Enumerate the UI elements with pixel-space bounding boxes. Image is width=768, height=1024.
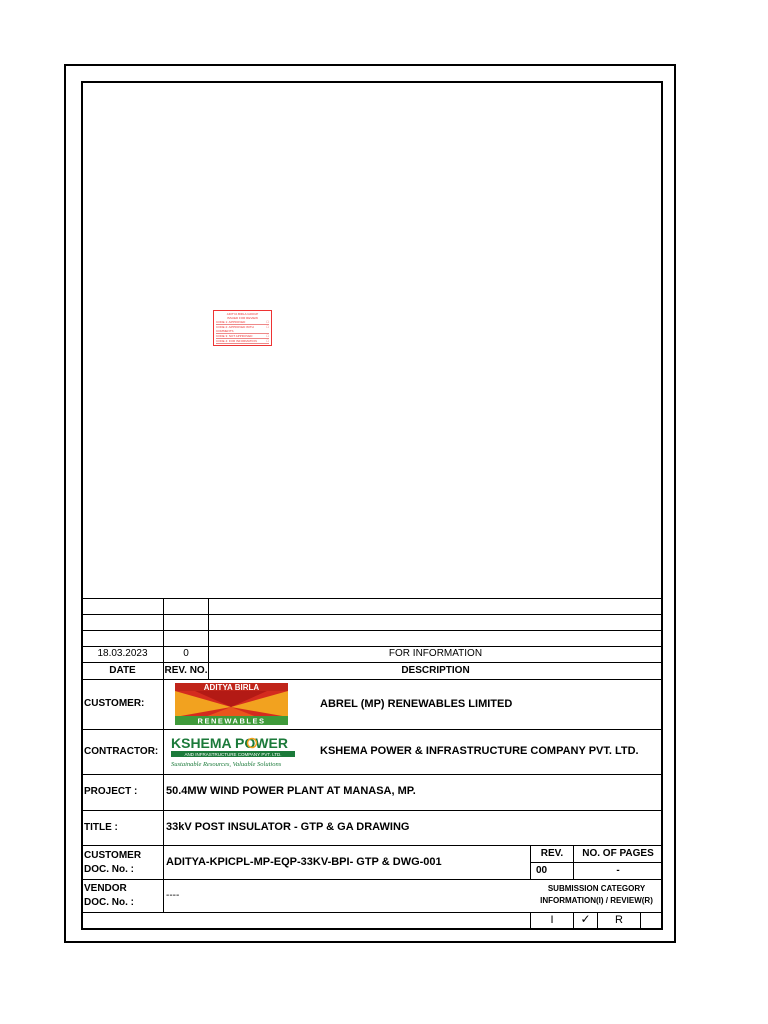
vendor-doc-label: VENDOR bbox=[84, 883, 127, 894]
logo-bottom-text: RENEWABLES bbox=[197, 716, 266, 725]
title-value: 33kV POST INSULATOR - GTP & GA DRAWING bbox=[166, 821, 410, 833]
stamp-row: CODE 2: APPROVED WITH COMMENTS ☐ bbox=[216, 325, 269, 333]
review-stamp bbox=[213, 310, 272, 346]
title-label: TITLE : bbox=[84, 822, 118, 833]
pages-label: NO. OF PAGES bbox=[582, 848, 654, 859]
contractor-name: KSHEMA POWER & INFRASTRUCTURE COMPANY PVT. LTD. bbox=[320, 745, 639, 757]
customer-name: ABREL (MP) RENEWABLES LIMITED bbox=[320, 698, 513, 710]
aditya-birla-renewables-logo bbox=[175, 683, 288, 725]
revision-number: 0 bbox=[183, 648, 189, 659]
project-label: PROJECT : bbox=[84, 786, 138, 797]
submission-category-label: SUBMISSION CATEGORY bbox=[547, 884, 646, 893]
revision-date: 18.03.2023 bbox=[97, 648, 148, 659]
rev-label: REV. bbox=[540, 848, 564, 859]
logo-bar-text: AND INFRASTRUCTURE COMPANY PVT. LTD. bbox=[184, 752, 282, 757]
submission-category-options: INFORMATION(I) / REVIEW(R) bbox=[540, 896, 653, 905]
customer-doc-label-2: DOC. No. : bbox=[84, 864, 134, 875]
vendor-doc-number: ---- bbox=[166, 890, 180, 901]
project-value: 50.4MW WIND POWER PLANT AT MANASA, MP. bbox=[166, 785, 416, 797]
logo-top-text: ADITYA BIRLA bbox=[203, 683, 260, 692]
contractor-label: CONTRACTOR: bbox=[84, 746, 159, 757]
stamp-footer: REVIEWED BY bbox=[232, 344, 253, 346]
stamp-row: CODE 1: APPROVED ☐ bbox=[216, 320, 269, 324]
logo-company-text: KSHEMA POWER bbox=[171, 735, 288, 751]
stamp-heading: ISSUED FOR REVIEW bbox=[226, 316, 258, 320]
drawing-frame bbox=[81, 81, 663, 930]
logo-tagline-text: Sustainable Resources, Valuable Solutions bbox=[171, 761, 282, 768]
customer-label: CUSTOMER: bbox=[84, 698, 145, 709]
description-header: DESCRIPTION bbox=[401, 665, 470, 676]
vendor-doc-label-2: DOC. No. : bbox=[84, 897, 134, 908]
check-icon: ✓ bbox=[580, 912, 591, 926]
revision-description: FOR INFORMATION bbox=[388, 648, 483, 659]
stamp-row: CODE 3: NOT APPROVED ☐ bbox=[216, 334, 269, 338]
stamp-row: CODE 4: FOR INFORMATION ☐ bbox=[216, 339, 269, 343]
rev-value: 00 bbox=[536, 865, 548, 876]
category-information: I bbox=[550, 914, 554, 926]
kshema-power-logo bbox=[170, 735, 298, 769]
rev-no-header: REV. NO. bbox=[164, 665, 208, 676]
customer-doc-label: CUSTOMER bbox=[84, 850, 142, 861]
date-header: DATE bbox=[109, 665, 136, 676]
stamp-company: ADITYA BIRLA GROUP bbox=[226, 312, 259, 316]
category-review: R bbox=[615, 914, 623, 926]
pages-value: - bbox=[616, 865, 620, 876]
customer-doc-number: ADITYA-KPICPL-MP-EQP-33KV-BPI- GTP & DWG-001 bbox=[166, 856, 442, 868]
